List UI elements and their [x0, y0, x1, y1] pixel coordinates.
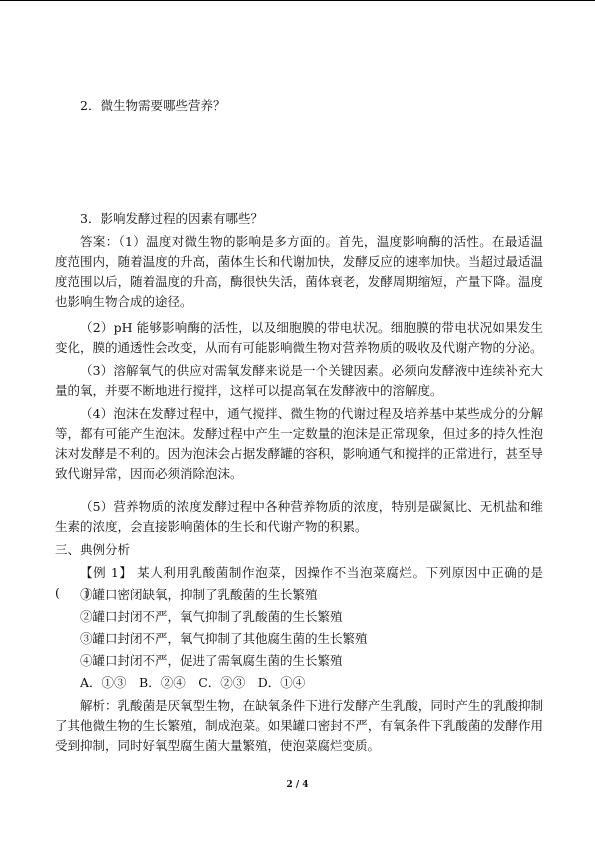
answer-paragraph-4: （4）泡沫在发酵过程中，通气搅拌、微生物的代谢过程及培养基中某些成分的分解等，都有可能产生泡沫。发酵过程中产生一定数量的泡沫是正常现象，但过多的持久性泡沫对发酵是不利的。因为泡沫会占据发酵罐的容积，影响通气和搅拌的正常进行，甚至导致代谢异常，因而必须消除泡沫。 [55, 406, 543, 481]
example-option-3: ③罐口封闭不严，氧气抑制了其他腐生菌的生长繁殖 [80, 631, 368, 646]
question-3: 3．影响发酵过程的因素有哪些？ [80, 211, 263, 226]
example-stem: 【例 1】 某人利用乳酸菌制作泡菜，因操作不当泡菜腐烂。下列原因中正确的是( ) [55, 565, 543, 600]
example-option-4: ④罐口封闭不严，促进了需氧腐生菌的生长繁殖 [80, 653, 343, 668]
answer-paragraph-3: （3）溶解氧气的供应对需氧发酵来说是一个关键因素。必须向发酵液中连续补充大量的氧，并要不断地进行搅拌，这样可以提高氧在发酵液中的溶解度。 [55, 363, 543, 398]
section-heading: 三、典例分析 [55, 542, 131, 557]
question-2: 2．微生物需要哪些营养？ [80, 98, 226, 113]
example-option-2: ②罐口封闭不严，氧气抑制了乳酸菌的生长繁殖 [80, 609, 343, 624]
example-analysis: 解析：乳酸菌是厌氧型生物，在缺氧条件下进行发酵产生乳酸，同时产生的乳酸抑制了其他微生物的生长繁殖，制成泡菜。如果罐口密封不严，有氧条件下乳酸菌的发酵作用受到抑制，同时好氧型腐生菌大量繁殖，使泡菜腐烂变质。 [55, 698, 543, 753]
top-rule [0, 0, 595, 1]
example-choices: A．①③ B．②④ C．②③ D．①④ [80, 675, 306, 690]
answer-paragraph-5: （5）营养物质的浓度发酵过程中各种营养物质的浓度，特别是碳氮比、无机盐和维生素的浓度，会直接影响菌体的生长和代谢产物的积累。 [55, 499, 543, 534]
example-option-1: ①罐口密闭缺氧，抑制了乳酸菌的生长繁殖 [80, 587, 318, 602]
answer-paragraph-1: 答案：（1）温度对微生物的影响是多方面的。首先，温度影响酶的活性。在最适温度范围内，随着温度的升高，菌体生长和代谢加快，发酵反应的速率加快。当超过最适温度范围以后，随着温度的升高，酶很快失活，菌体衰老，发酵周期缩短，产量下降。温度也影响生物合成的途径。 [55, 234, 543, 309]
page-number: 2 / 4 [286, 780, 309, 790]
answer-paragraph-2: （2）pH 能够影响酶的活性，以及细胞膜的带电状况。细胞膜的带电状况如果发生变化，膜的通透性会改变，从而有可能影响微生物对营养物质的吸收及代谢产物的分泌。 [55, 320, 543, 355]
